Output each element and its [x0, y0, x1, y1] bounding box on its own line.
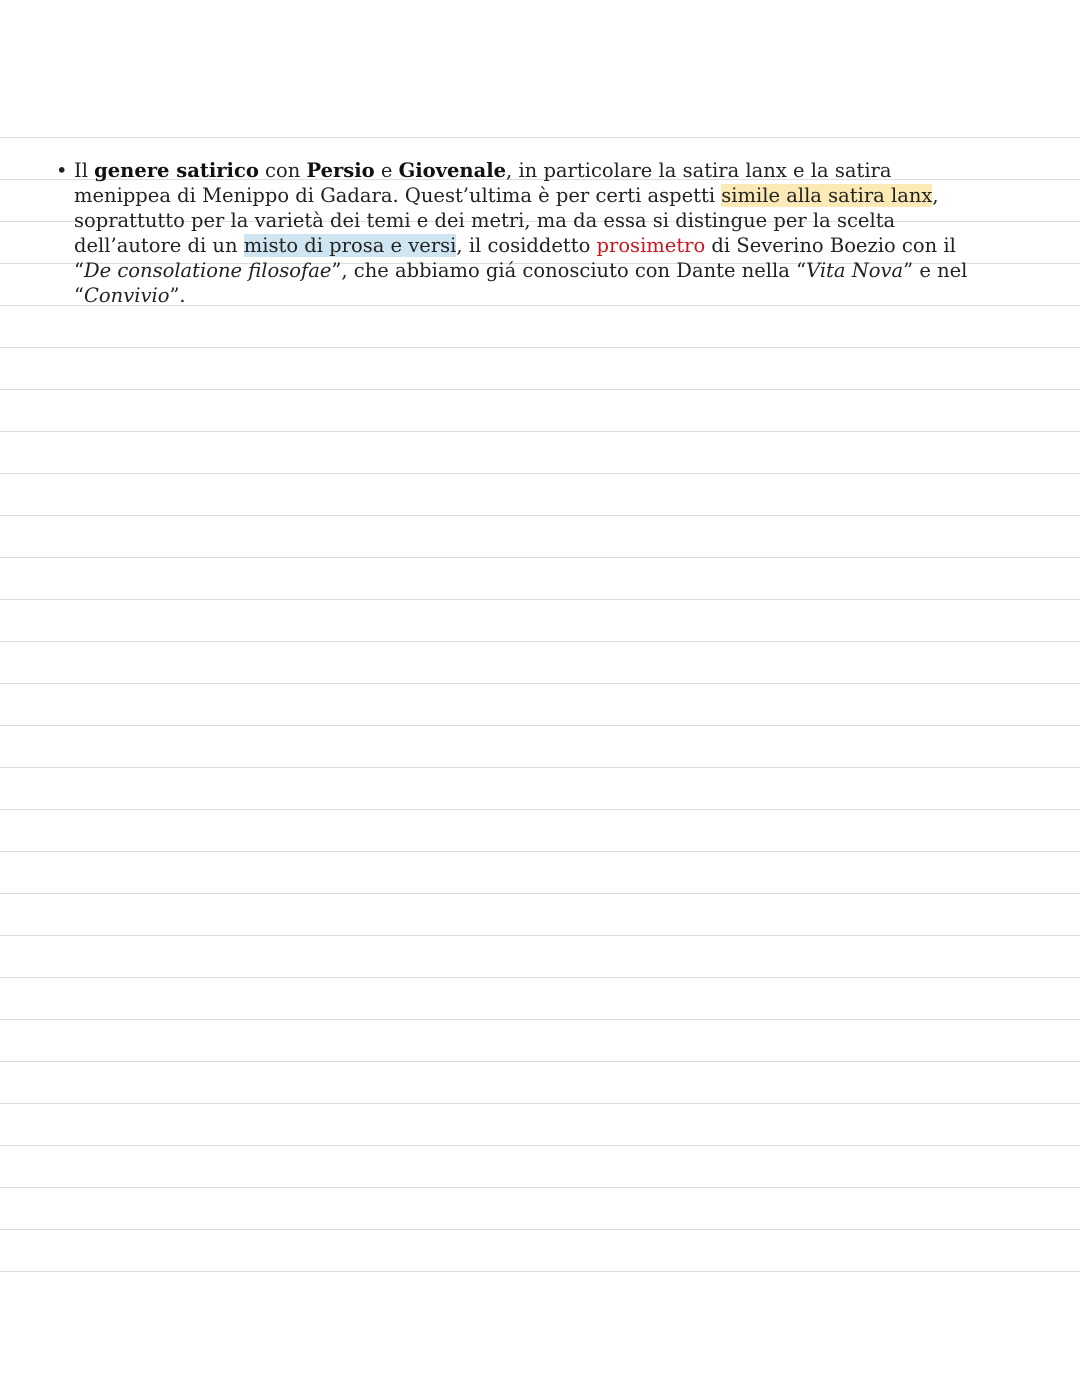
ruled-line	[0, 935, 1080, 936]
ruled-line	[0, 137, 1080, 138]
highlight-blue-text: misto di prosa e versi	[243, 234, 457, 257]
ruled-line	[0, 347, 1080, 348]
ruled-line	[0, 1229, 1080, 1230]
highlight-yellow-text: simile alla satira lanx	[721, 184, 933, 207]
ruled-line	[0, 725, 1080, 726]
ruled-line	[0, 1145, 1080, 1146]
term-genere-satirico: genere satirico	[94, 159, 259, 182]
ruled-line	[0, 809, 1080, 810]
author-persio: Persio	[306, 159, 375, 182]
ruled-line	[0, 1271, 1080, 1272]
bullet-list	[52, 158, 992, 308]
ruled-line	[0, 767, 1080, 768]
text-segment: Il	[74, 159, 95, 182]
ruled-line	[0, 599, 1080, 600]
ruled-line	[0, 473, 1080, 474]
ruled-line	[0, 515, 1080, 516]
ruled-line	[0, 431, 1080, 432]
ruled-line	[0, 389, 1080, 390]
ruled-line	[0, 977, 1080, 978]
ruled-line	[0, 1103, 1080, 1104]
term-prosimetro: prosimetro	[596, 234, 706, 257]
bullet-item	[52, 158, 992, 308]
text-segment: e	[374, 159, 399, 182]
text-segment: , soprattutto per la varietà dei temi e dei metri, ma da essa si distingue per la scelta dell’autore di un	[74, 184, 939, 257]
ruled-line	[0, 557, 1080, 558]
title-convivio: Convivio	[83, 284, 170, 307]
text-segment: con	[258, 159, 307, 182]
text-segment: di Severino Boezio con il “	[74, 234, 956, 282]
text-segment: ”.	[169, 284, 186, 307]
text-segment: ”, che abbiamo giá conosciuto con Dante nella “	[331, 259, 807, 282]
ruled-line	[0, 683, 1080, 684]
text-segment: ” e nel “	[74, 259, 968, 307]
bullet-marker: •	[56, 159, 68, 182]
text-segment: , in particolare la satira lanx e la satira menippea di Menippo di Gadara. Quest’ultima è per certi aspetti	[74, 159, 892, 207]
text-segment: , il cosiddetto	[456, 234, 597, 257]
ruled-line	[0, 1019, 1080, 1020]
author-giovenale: Giovenale	[398, 159, 507, 182]
ruled-line	[0, 851, 1080, 852]
ruled-line	[0, 1061, 1080, 1062]
ruled-line	[0, 893, 1080, 894]
title-de-consolatione: De consolatione filosofae	[83, 259, 332, 282]
title-vita-nova: Vita Nova	[806, 259, 904, 282]
ruled-line	[0, 641, 1080, 642]
ruled-line	[0, 1187, 1080, 1188]
